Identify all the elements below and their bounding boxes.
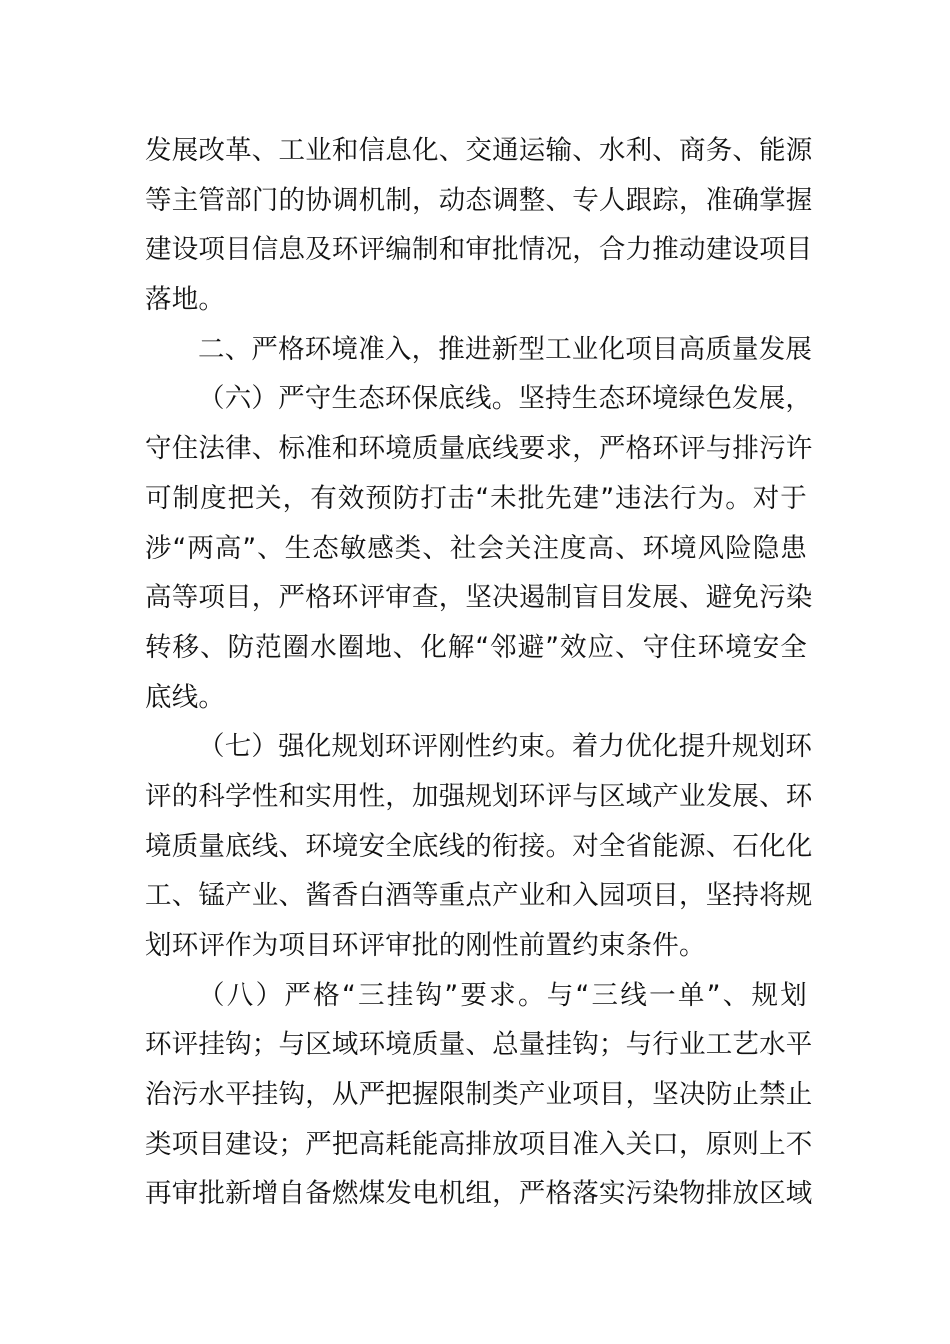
paragraph-6-line-4: 涉“两高”、生态敏感类、社会关注度高、环境风险隐患: [145, 532, 807, 564]
paragraph-7-line-3: 境质量底线、环境安全底线的衔接。对全省能源、石化化: [145, 830, 813, 862]
body-line-3: 建设项目信息及环评编制和审批情况，合力推动建设项目: [145, 234, 813, 266]
body-line-4: 落地。: [145, 284, 226, 316]
body-line-2: 等主管部门的协调机制，动态调整、专人跟踪，准确掌握: [145, 184, 813, 216]
paragraph-7-line-5: 划环评作为项目环评审批的刚性前置约束条件。: [145, 930, 706, 961]
paragraph-7-line-4: 工、锰产业、酱香白酒等重点产业和入园项目，坚持将规: [145, 880, 813, 912]
paragraph-8-line-1: （八）严格“三挂钩”要求。与“三线一单”、规划: [198, 979, 807, 1011]
paragraph-8-line-2: 环评挂钩；与区域环境质量、总量挂钩；与行业工艺水平: [145, 1029, 813, 1061]
paragraph-6-line-6: 转移、防范圈水圈地、化解“邻避”效应、守住环境安全: [145, 631, 807, 663]
paragraph-7-line-2: 评的科学性和实用性，加强规划环评与区域产业发展、环: [145, 780, 813, 812]
paragraph-6-line-1: （六）严守生态环保底线。坚持生态环境绿色发展，: [198, 383, 813, 415]
section-heading: 二、严格环境准入，推进新型工业化项目高质量发展: [198, 333, 813, 365]
body-line-1: 发展改革、工业和信息化、交通运输、水利、商务、能源: [145, 135, 813, 166]
paragraph-8-line-4: 类项目建设；严把高耗能高排放项目准入关口，原则上不: [145, 1128, 813, 1160]
paragraph-7-line-1: （七）强化规划环评刚性约束。着力优化提升规划环: [198, 731, 813, 763]
paragraph-8-line-3: 治污水平挂钩，从严把握限制类产业项目，坚决防止禁止: [145, 1079, 813, 1111]
paragraph-6-line-5: 高等项目，严格环评审查，坚决遏制盲目发展、避免污染: [145, 582, 813, 614]
paragraph-6-line-3: 可制度把关，有效预防打击“未批先建”违法行为。对于: [145, 482, 807, 514]
paragraph-6-line-2: 守住法律、标准和环境质量底线要求，严格环评与排污许: [145, 433, 813, 465]
paragraph-6-line-7: 底线。: [145, 681, 226, 713]
document-body: [145, 126, 813, 1219]
paragraph-8-line-5: 再审批新增自备燃煤发电机组，严格落实污染物排放区域: [145, 1178, 813, 1210]
